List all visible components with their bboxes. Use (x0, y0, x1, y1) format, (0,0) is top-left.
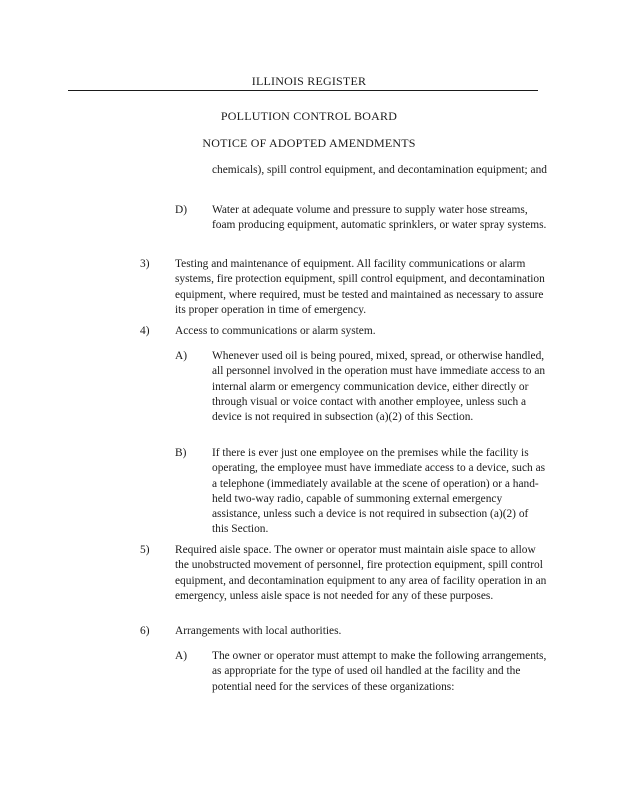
section-6-label: 6) (140, 625, 150, 637)
section-3-text: Testing and maintenance of equipment. All facility communications or alarm systems, fire protection equipment, spill control equipment, and decontamination equipment, where required, must be tested and maintained as necessary to assure its proper operation in time of emergency. (175, 258, 545, 316)
section-4a-label: A) (175, 350, 188, 362)
notice-title: NOTICE OF ADOPTED AMENDMENTS (202, 136, 416, 150)
section-3-label: 3) (140, 258, 150, 270)
section-5-label: 5) (140, 544, 150, 556)
section-6-text: Arrangements with local authorities. (175, 625, 342, 637)
section-5-text: Required aisle space. The owner or operator must maintain aisle space to allow the unobstructed movement of personnel, fire protection equipment, spill control equipment, and decontamination equipment to any area of facility operation in an emergency, unless aisle space is not needed for any of these purposes. (175, 544, 547, 602)
section-4b-text: If there is ever just one employee on the premises while the facility is operating, the employee must have immediate access to a device, such as a telephone (immediately available at the scene of operation) or a hand-held two-way radio, capable of summoning external emergency assistance, unless such a device is not required in subsection (a)(2) of this Section. (212, 447, 546, 536)
section-4b-label: B) (175, 447, 187, 459)
register-title: ILLINOIS REGISTER (251, 74, 367, 88)
header-rule (68, 90, 538, 91)
section-4-text: Access to communications or alarm system. (175, 325, 376, 337)
item-d-label: D) (175, 204, 188, 216)
section-6a-text: The owner or operator must attempt to make the following arrangements, as appropriate for the type of used oil handled at the facility and the potential need for the services of these organizations: (212, 650, 547, 693)
section-6a-label: A) (175, 650, 188, 662)
item-d-text: Water at adequate volume and pressure to supply water hose streams, foam producing equipment, automatic sprinklers, or water spray systems. (212, 204, 547, 232)
section-4-label: 4) (140, 325, 150, 337)
section-4a-text: Whenever used oil is being poured, mixed, spread, or otherwise handled, all personnel involved in the operation must have immediate access to an internal alarm or emergency communication device, either directly or through visual or voice contact with another employee, unless such a device is not required in subsection (a)(2) of this Section. (212, 350, 546, 424)
continuation-paragraph: chemicals), spill control equipment, and decontamination equipment; and (212, 164, 547, 176)
board-title: POLLUTION CONTROL BOARD (220, 109, 398, 123)
